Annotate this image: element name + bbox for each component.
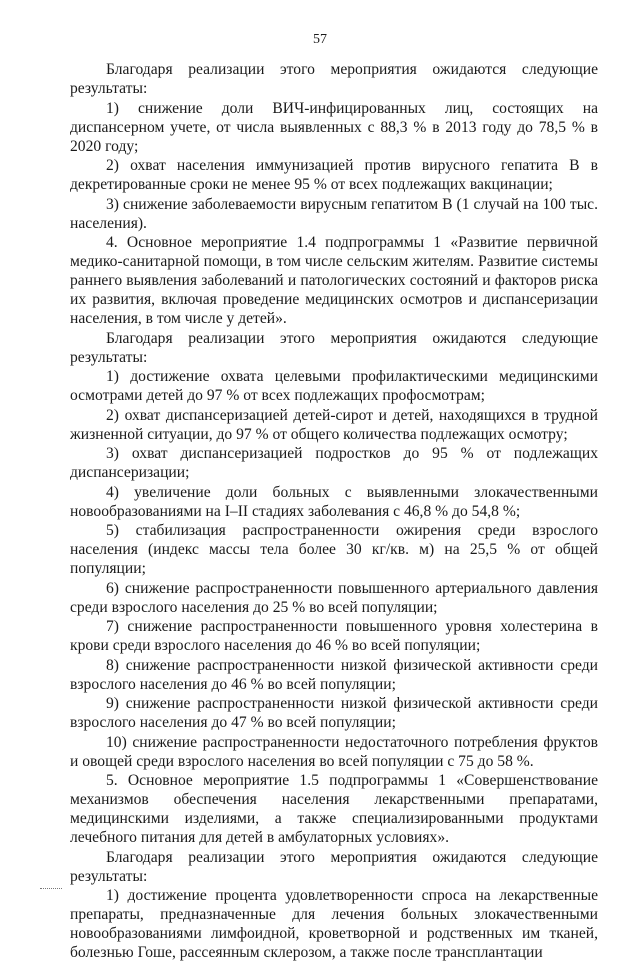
paragraph: 2) охват населения иммунизацией против вирусного гепатита В в декретированные сроки не менее 95 % от всех подлежащих вакцинации; xyxy=(70,157,598,193)
paragraph: 1) достижение процента удовлетворенности спроса на лекарственные препараты, предназначенные для лечения больных злокачественными новообразованиями лимфоидной, кроветворной и родственных им тканей, болезнью Гоше, рассеянным склерозом, а также после трансплантации xyxy=(70,887,598,961)
paragraph: 4. Основное мероприятие 1.4 подпрограммы 1 «Развитие первичной медико-санитарной помощи, в том числе сельским жителям. Развитие системы раннего выявления заболеваний и патологических состояний и факторов риска их развития, включая проведение медицинских осмотров и диспансеризации населения, в том числе у детей». xyxy=(70,234,598,327)
paragraph: 3) снижение заболеваемости вирусным гепатитом В (1 случай на 100 тыс. населения). xyxy=(70,195,598,232)
paragraph: Благодаря реализации этого мероприятия ожидаются следующие результаты: xyxy=(70,848,598,885)
document-body xyxy=(70,60,598,963)
paragraph: 1) достижение охвата целевыми профилактическими медицинскими осмотрами детей до 97 % от всех подлежащих профосмотрам; xyxy=(70,368,598,404)
paragraph: 4) увеличение доли больных с выявленными злокачественными новообразованиями на I–II стадиях заболевания с 46,8 % до 54,8 %; xyxy=(70,483,598,520)
paragraph: 8) снижение распространенности низкой физической активности среди взрослого населения до 46 % во всей популяции; xyxy=(70,656,598,693)
paragraph: 5. Основное мероприятие 1.5 подпрограммы 1 «Совершенствование механизмов обеспечения населения лекарственными препаратами, медицинскими изделиями, а также специализированными продуктами лечебного питания для детей в амбулаторных условиях». xyxy=(70,772,598,846)
paragraph: 7) снижение распространенности повышенного уровня холестерина в крови среди взрослого населения до 46 % во всей популяции; xyxy=(70,618,598,654)
paragraph: Благодаря реализации этого мероприятия ожидаются следующие результаты: xyxy=(70,329,598,366)
paragraph: 1) снижение доли ВИЧ-инфицированных лиц, состоящих на диспансерном учете, от числа выявленных с 88,3 % в 2013 году до 78,5 % в 2020 году; xyxy=(70,99,598,155)
paragraph: 2) охват диспансеризацией детей-сирот и детей, находящихся в трудной жизненной ситуации, до 97 % от общего количества подлежащих осмотру; xyxy=(70,406,598,443)
paragraph: 5) стабилизация распространенности ожирения среди взрослого населения (индекс массы тела более 30 кг/кв. м) на 25,5 % от общей популяции; xyxy=(70,522,598,577)
paragraph: 10) снижение распространенности недостаточного потребления фруктов и овощей среди взрослого населения во всей популяции с 75 до 58 %. xyxy=(70,733,598,770)
page-number: 57 xyxy=(313,32,327,47)
scan-artifact-divider xyxy=(40,888,62,889)
paragraph: Благодаря реализации этого мероприятия ожидаются следующие результаты: xyxy=(70,61,598,97)
paragraph: 3) охват диспансеризацией подростков до 95 % от подлежащих диспансеризации; xyxy=(70,445,598,481)
paragraph: 6) снижение распространенности повышенного артериального давления среди взрослого населения до 25 % во всей популяции; xyxy=(70,579,598,616)
paragraph: 9) снижение распространенности низкой физической активности среди взрослого населения до 47 % во всей популяции; xyxy=(70,695,598,731)
